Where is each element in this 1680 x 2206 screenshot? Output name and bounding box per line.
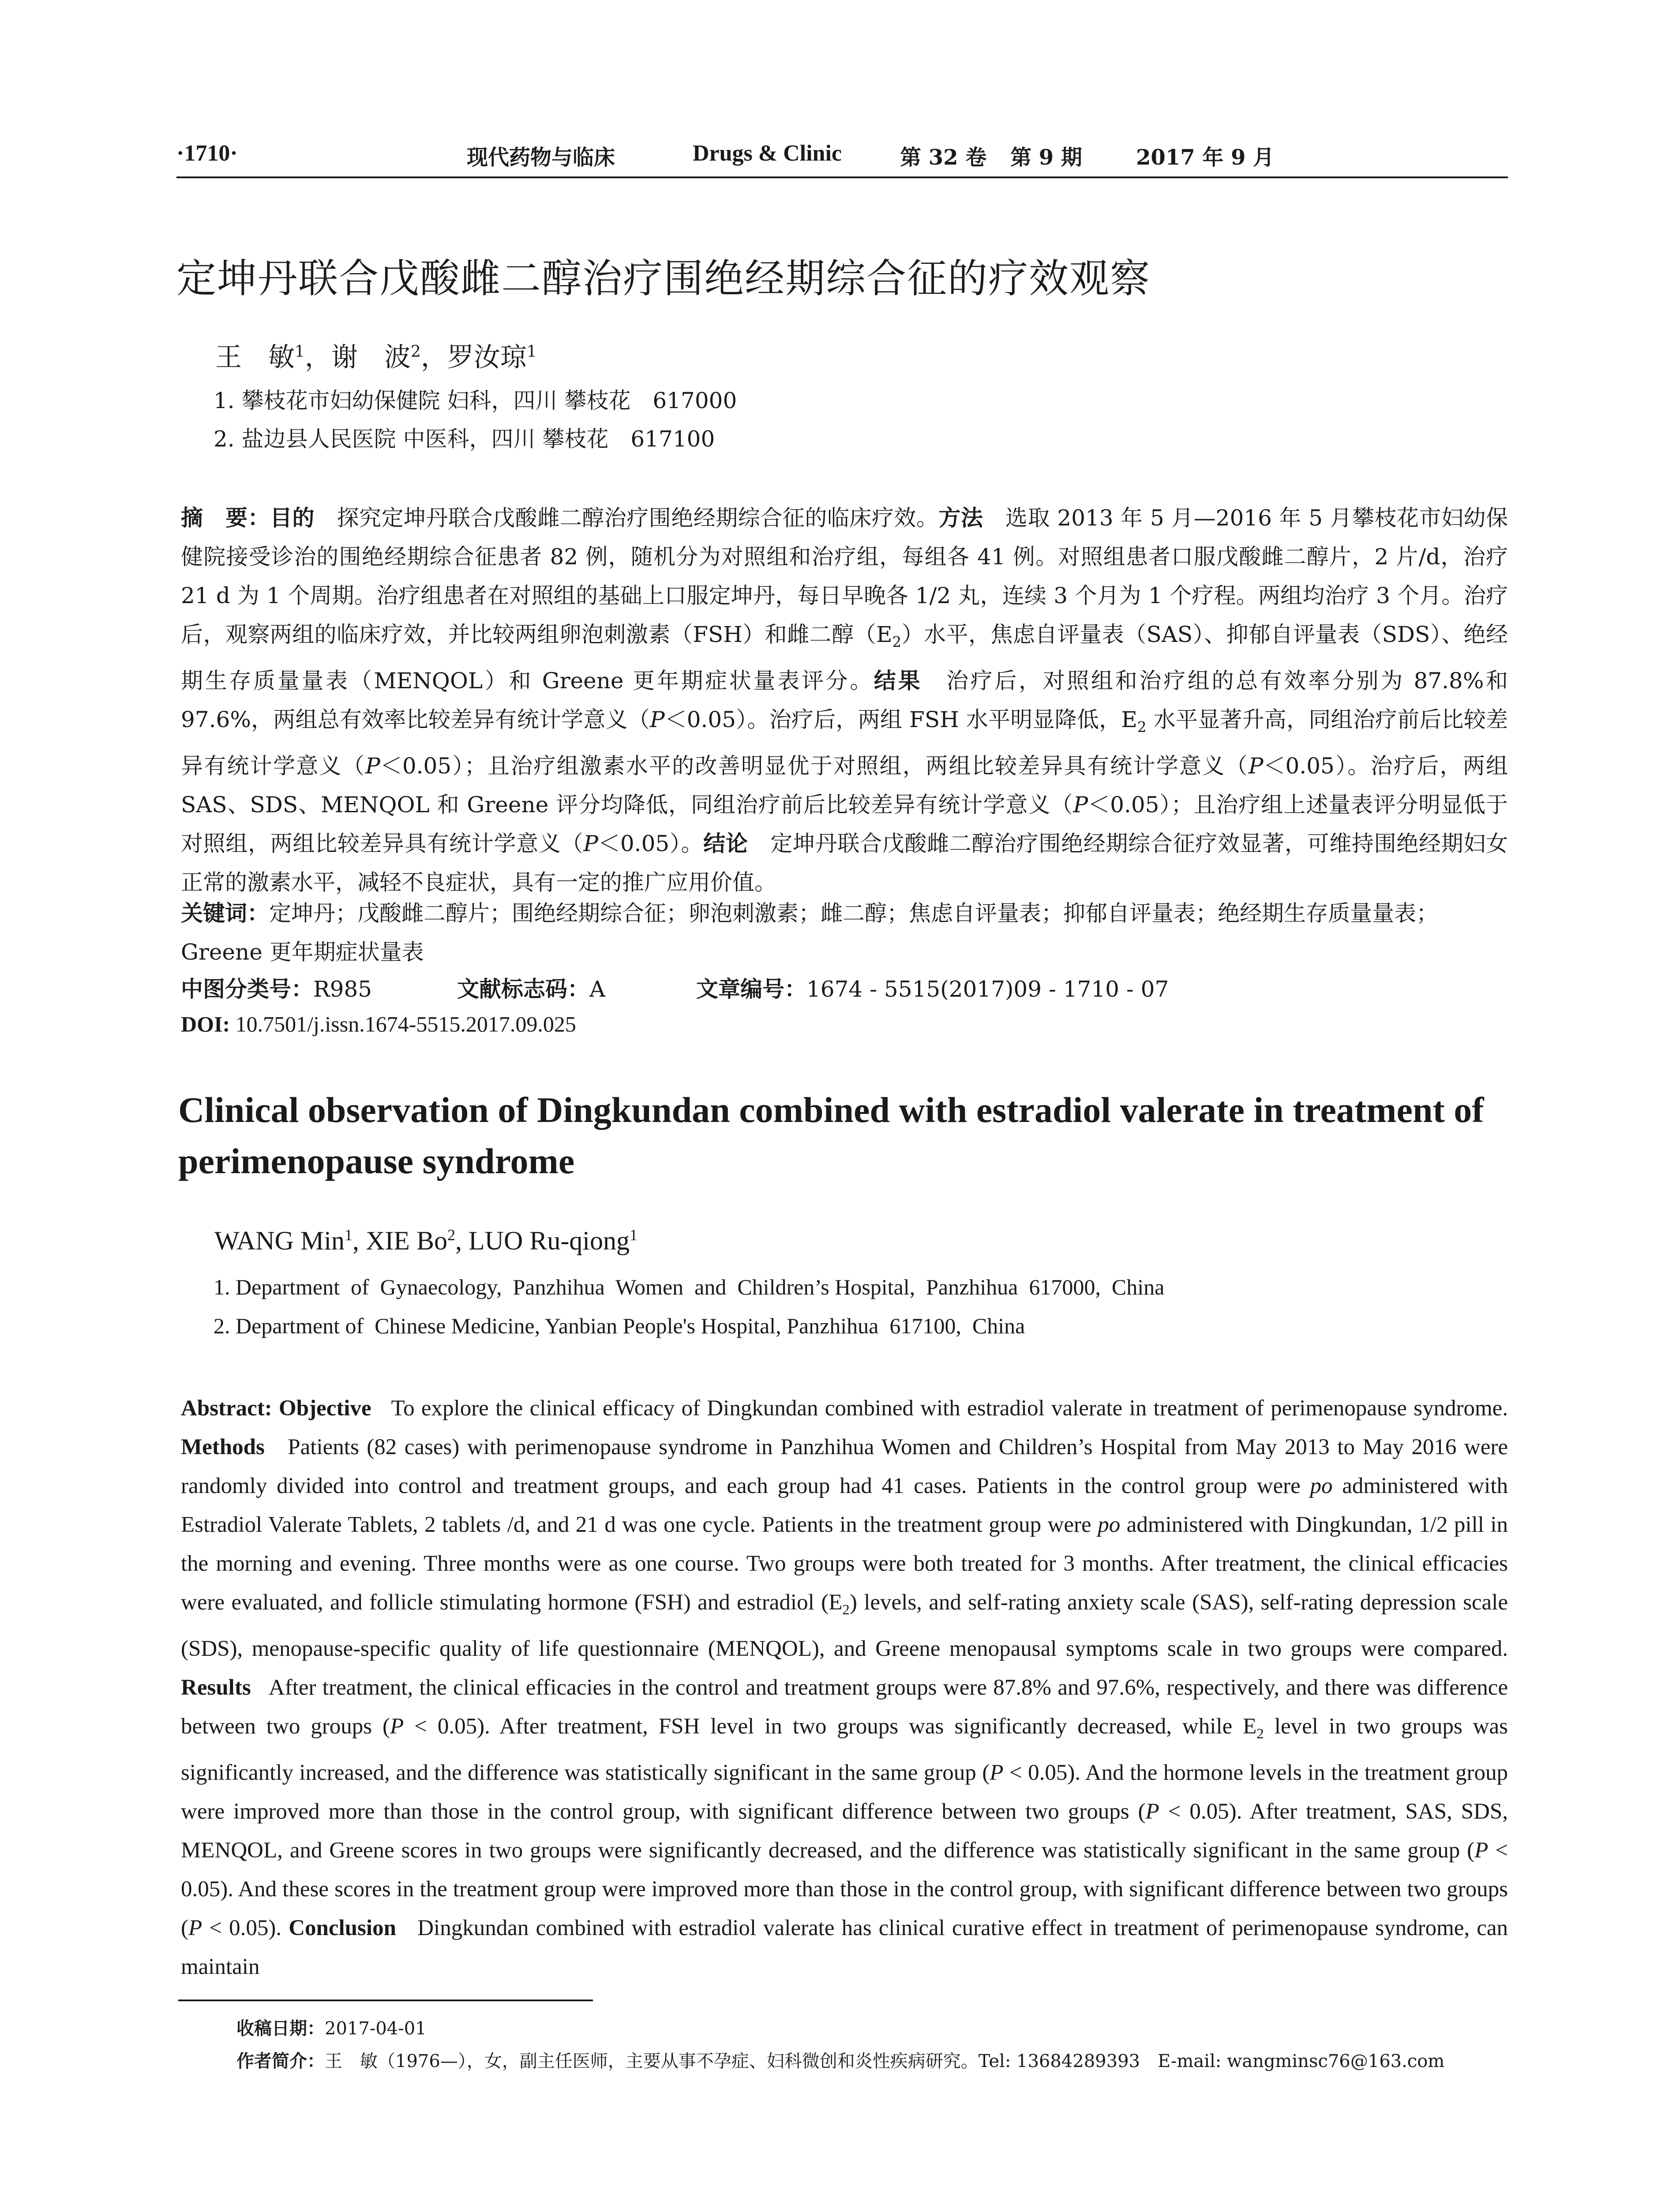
author-bio-label: 作者简介： <box>236 2051 325 2071</box>
p-value-symbol: P <box>990 1760 1004 1786</box>
en-author: LUO Ru-qiong <box>468 1226 630 1255</box>
cn-author-affil-mark: 1 <box>526 343 537 361</box>
cn-author-affil-mark: 2 <box>410 343 421 361</box>
cn-affiliation: 2. 盐边县人民医院 中医科，四川 攀枝花 617100 <box>214 426 715 452</box>
cn-results-text: ＜0.05）。治疗后，两组 SAS、SDS、MENQOL 和 Greene 评分均降低，同组治疗前后比较差异有统计学意义（ <box>181 753 1508 818</box>
p-value-symbol: P <box>650 707 665 732</box>
cn-objective-text: 探究定坤丹联合戊酸雌二醇治疗围绝经期综合征的临床疗效。 <box>315 505 939 531</box>
p-value-symbol: P <box>365 753 380 779</box>
received-value: 2017-04-01 <box>325 2018 427 2039</box>
header-rule <box>176 176 1508 178</box>
cn-results-text: 水平显著升高，同组治疗前后比较差异有统计学意义（ <box>181 707 1508 779</box>
p-value-symbol: P <box>188 1916 202 1941</box>
cn-subscript: 2 <box>1137 719 1147 735</box>
en-affiliation: 2. Department of Chinese Medicine, Yanbian People's Hospital, Panzhihua 617100, China <box>214 1313 1025 1338</box>
en-results-text: < 0.05). <box>202 1916 289 1941</box>
cn-results-text: ＜0.05）。治疗后，两组 FSH 水平明显降低，E <box>664 707 1137 732</box>
author-bio-text: 王 敏（1976—），女，副主任医师，主要从事不孕症、妇科微创和炎性疾病研究。Tel: 13684289393 E-mail: wangminsc76@163.com <box>325 2051 1445 2071</box>
en-conclusion-text: Dingkundan combined with estradiol valerate has clinical curative effect in treatment of perimenopause syndrome, can maintain <box>181 1916 1514 1980</box>
cn-author-affil-mark: 1 <box>295 343 305 361</box>
en-author-affil-mark: 1 <box>629 1226 638 1244</box>
cn-methods-text: 选取 2013 年 5 月—2016 年 5 月攀枝花市妇幼保健院接受诊治的围绝经期综合征患者 82 例，随机分为对照组和治疗组，每组各 41 例。对照组患者口服戊酸雌二醇片，2 片/d，治疗 21 d 为 1 个周期。治疗组患者在对照组的基础上口服定坤丹，每日早晚各 1/2 丸，连续 3 个月为 1 个疗程。两组均治疗 3 个月。治疗后，观察两组的临床疗效，并比较两组卵泡刺激素（FSH）和雌二醇（E <box>181 505 1508 647</box>
cn-title: 定坤丹联合戊酸雌二醇治疗围绝经期综合征的疗效观察 <box>176 255 1151 302</box>
cn-author: 罗汝琼 <box>447 342 527 373</box>
po-term: po <box>1310 1474 1333 1498</box>
en-results-text: After treatment, the clinical efficacies in the control and treatment groups were 87.8% and 97.6%, respectively, and there was difference between two groups ( <box>181 1675 1514 1739</box>
cn-keywords <box>181 894 1508 972</box>
p-value-symbol: P <box>1474 1838 1489 1863</box>
issue: 第 9 期 <box>1010 145 1082 170</box>
cn-results-label: 结果 <box>874 668 922 694</box>
en-results-label: Results <box>181 1675 251 1700</box>
journal-cn-name: 现代药物与临床 <box>467 145 615 170</box>
en-abstract <box>181 1389 1514 1986</box>
en-subscript: 2 <box>1256 1726 1264 1742</box>
cn-article-number <box>696 972 1169 1003</box>
en-results-text: < 0.05). And these scores in the treatment group were improved more than those in the control group, with significant difference between two groups ( <box>181 1838 1514 1941</box>
page-number: ·1710· <box>176 141 238 166</box>
cn-keywords-label: 关键词： <box>181 900 269 926</box>
cn-results-text: ＜0.05）。 <box>598 831 704 856</box>
cn-author: 王 敏 <box>215 342 295 373</box>
cn-conclusion-label: 结论 <box>703 831 748 856</box>
received-label: 收稿日期： <box>236 2018 325 2039</box>
p-value-symbol: P <box>1073 792 1088 818</box>
en-methods-text: administered with Estradiol Valerate Tablets, 2 tablets /d, and 21 d was one cycle. Patients in the treatment group were <box>181 1474 1514 1537</box>
en-author-affil-mark: 1 <box>345 1226 352 1244</box>
p-value-symbol: P <box>583 831 598 856</box>
cn-doc-code <box>457 972 605 1003</box>
en-methods-text: ) levels, and self-rating anxiety scale (SAS), self-rating depression scale (SDS), menopause-specific quality of life questionnaire (MENQOL), and Greene menopausal symptoms scale in two groups were compared. <box>181 1590 1514 1662</box>
article-number-value: 1674 - 5515(2017)09 - 1710 - 07 <box>806 976 1169 1002</box>
en-methods-label: Methods <box>181 1435 265 1459</box>
en-affiliation: 1. Department of Gynaecology, Panzhihua Women and Children’s Hospital, Panzhihua 617000, China <box>214 1275 1165 1299</box>
journal-en-name: Drugs & Clinic <box>693 141 842 166</box>
cn-results-text: ＜0.05）；且治疗组上述量表评分明显低于对照组，两组比较差异具有统计学意义（ <box>181 792 1508 856</box>
doi-label: DOI: <box>181 1012 230 1036</box>
en-abstract-label: Abstract: Objective <box>181 1396 371 1421</box>
clc-value: R985 <box>313 976 372 1002</box>
article-number-label: 文章编号： <box>696 976 806 1002</box>
author-bio <box>236 2047 1444 2072</box>
cn-authors: 王 敏$^1$，谢 波$^2$，罗汝琼$^1$ <box>215 342 537 373</box>
clc-label: 中图分类号： <box>181 976 313 1002</box>
en-title: Clinical observation of Dingkundan combined with estradiol valerate in treatment of perimenopause syndrome <box>178 1090 1484 1181</box>
cn-results-text: 治疗后，对照组和治疗组的总有效率分别为 87.8%和 97.6%，两组总有效率比较差异有统计学意义（ <box>181 668 1508 732</box>
en-author: XIE Bo <box>366 1226 447 1255</box>
cn-classification-line <box>181 972 372 1003</box>
doi-line <box>181 1011 576 1037</box>
p-value-symbol: P <box>1248 753 1264 779</box>
p-value-symbol: P <box>1145 1799 1159 1824</box>
cn-results-text: ＜0.05）；且治疗组激素水平的改善明显优于对照组，两组比较差异具有统计学意义（ <box>380 753 1249 779</box>
en-author: WANG Min <box>214 1226 345 1255</box>
en-conclusion-label: Conclusion <box>289 1916 396 1941</box>
en-methods-text: Patients (82 cases) with perimenopause syndrome in Panzhihua Women and Children’s Hospital from May 2013 to May 2016 were randomly divided into control and treatment groups, and each group had 41 cases. Patients in the control group were <box>181 1435 1514 1498</box>
en-authors: WANG Min$^1$, XIE Bo$^2$, LUO Ru-qiong$^1$ <box>214 1226 638 1255</box>
en-results-text: level in two groups was significantly increased, and the difference was statistically significant in the same group ( <box>181 1714 1514 1786</box>
doc-code-value: A <box>589 976 606 1002</box>
received-date <box>236 2015 427 2040</box>
cn-abstract <box>181 499 1508 902</box>
cn-subscript: 2 <box>892 634 902 650</box>
cn-author: 谢 波 <box>331 342 411 373</box>
p-value-symbol: P <box>390 1714 404 1739</box>
cn-keywords-text: 定坤丹；戊酸雌二醇片；围绝经期综合征；卵泡刺激素；雌二醇；焦虑自评量表；抑郁自评量表；绝经期生存质量量表；Greene 更年期症状量表 <box>181 900 1438 965</box>
en-results-text: < 0.05). After treatment, FSH level in two groups was significantly decreased, while E <box>404 1714 1257 1739</box>
footnote-rule <box>178 2000 593 2001</box>
cn-affiliation: 1. 攀枝花市妇幼保健院 妇科，四川 攀枝花 617000 <box>214 388 737 413</box>
en-objective-text: To explore the clinical efficacy of Dingkundan combined with estradiol valerate in treatment of perimenopause syndrome. <box>371 1396 1514 1421</box>
cn-abstract-label: 摘 要： <box>181 505 270 531</box>
volume: 第 32 卷 <box>900 145 987 170</box>
cn-objective-label: 目的 <box>270 505 315 531</box>
cn-methods-text: ）水平，焦虑自评量表（SAS）、抑郁自评量表（SDS）、绝经期生存质量量表（MENQOL）和 Greene 更年期症状量表评分。 <box>181 622 1508 694</box>
po-term: po <box>1098 1512 1121 1537</box>
en-subscript: 2 <box>842 1602 850 1618</box>
en-methods-text: administered with Dingkundan, 1/2 pill in the morning and evening. Three months were as one course. Two groups were both treated for 3 months. After treatment, the clinical efficacies were evaluated, and follicle stimulating hormone (FSH) and estradiol (E <box>181 1512 1514 1615</box>
cn-conclusion-text: 定坤丹联合戊酸雌二醇治疗围绝经期综合征疗效显著，可维持围绝经期妇女正常的激素水平，减轻不良症状，具有一定的推广应用价值。 <box>181 831 1508 895</box>
en-author-affil-mark: 2 <box>447 1226 455 1244</box>
doi-value: 10.7501/j.issn.1674-5515.2017.09.025 <box>230 1012 576 1036</box>
doc-code-label: 文献标志码： <box>457 976 589 1002</box>
cn-methods-label: 方法 <box>938 505 983 531</box>
en-results-text: < 0.05). After treatment, SAS, SDS, MENQOL, and Greene scores in two groups were significantly decreased, and the difference was statistically significant in the same group ( <box>181 1799 1514 1863</box>
issue-date: 2017 年 9 月 <box>1136 145 1275 170</box>
en-results-text: < 0.05). And the hormone levels in the treatment group were improved more than those in the control group, with significant difference between two groups ( <box>181 1760 1514 1824</box>
